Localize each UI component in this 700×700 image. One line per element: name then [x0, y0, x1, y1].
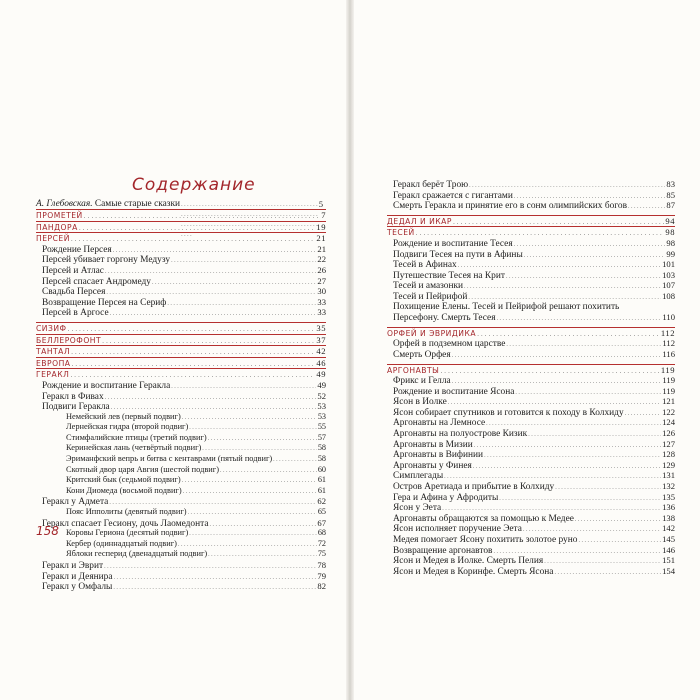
toc-entry — [387, 523, 675, 534]
entry-page: 103 — [662, 269, 675, 280]
entry-title: Орфей в подземном царстве — [393, 339, 506, 350]
entry-title: БЕЛЛЕРОФОНТ — [36, 335, 102, 345]
toc-entry — [36, 528, 326, 539]
entry-title: Скотный двор царя Авгия (шестой подвиг) — [66, 464, 220, 474]
entry-page: 128 — [662, 449, 675, 460]
entry-page: 7 — [321, 210, 326, 220]
entry-page: 61 — [317, 475, 326, 485]
entry-title: Геракл у Омфалы — [42, 582, 113, 593]
entry-page: 52 — [317, 390, 326, 401]
entry-title: ПАНДОРА — [36, 222, 78, 232]
page-number: 158 — [36, 524, 59, 538]
page-title: Содержание — [132, 175, 256, 195]
entry-title: Гера и Афина у Афродиты — [393, 492, 499, 503]
entry-page: 33 — [317, 307, 326, 318]
entry-page: 132 — [662, 481, 675, 492]
entry-page: 127 — [662, 438, 675, 449]
entry-page: 94 — [665, 215, 675, 226]
toc-entry — [387, 481, 675, 492]
entry-page: 122 — [662, 406, 675, 417]
entry-page: 37 — [316, 334, 326, 345]
toc-entry — [36, 507, 326, 518]
toc-entry — [36, 475, 326, 486]
leader-dots — [79, 223, 316, 235]
toc-entry — [36, 539, 326, 550]
toc-section — [36, 368, 326, 380]
entry-page: 108 — [662, 290, 675, 301]
entry-title: Ясон и Медея в Коринфе. Смерть Ясона — [393, 566, 554, 577]
entry-title: Яблоки гесперид (двенадцатый подвиг) — [66, 549, 208, 559]
entry-title: ТАНТАЛ — [36, 347, 71, 357]
toc-entry — [387, 386, 675, 397]
entry-title: Персей убивает горгону Медузу — [42, 255, 171, 266]
toc-entry — [36, 412, 326, 423]
entry-title: Путешествие Тесея на Крит — [393, 270, 505, 281]
toc-entry — [36, 422, 326, 433]
toc-entry — [387, 502, 675, 513]
toc-section — [387, 226, 675, 238]
entry-page: 49 — [316, 369, 326, 380]
entry-title: Возвращение аргонавтов — [393, 545, 493, 556]
toc-entry — [387, 179, 675, 190]
toc-section — [36, 345, 326, 357]
toc-section — [387, 215, 675, 227]
entry-title: Кербер (одиннадцатый подвиг) — [66, 538, 177, 548]
entry-title: ЕВРОПА — [36, 358, 71, 368]
entry-title: ТЕСЕЙ — [387, 228, 415, 238]
toc-section — [36, 322, 326, 334]
entry-title: ПРОМЕТЕЙ — [36, 211, 83, 220]
entry-page: 119 — [662, 385, 675, 396]
leader-dots — [497, 313, 662, 325]
entry-page: 138 — [662, 512, 675, 523]
leader-dots — [452, 350, 662, 362]
entry-title: Аргонавты в Мизии — [393, 439, 473, 450]
toc-entry — [36, 276, 326, 287]
toc-section — [387, 364, 675, 376]
toc-entry — [387, 555, 675, 566]
entry-page: 62 — [317, 496, 326, 507]
entry-page: 42 — [316, 346, 326, 357]
leader-dots — [113, 582, 316, 594]
intro-text: Самые старые сказки — [94, 199, 181, 209]
entry-page: 67 — [317, 517, 326, 528]
entry-page: 136 — [662, 502, 675, 513]
entry-title: Критский бык (седьмой подвиг) — [66, 475, 181, 485]
entry-page: 146 — [662, 544, 675, 555]
entry-title: Кони Диомеда (восьмой подвиг) — [66, 485, 182, 495]
toc-entry — [36, 244, 326, 255]
toc-entry — [387, 280, 675, 291]
entry-title: Аргонавты на Лемносе — [393, 418, 486, 429]
entry-title: Аргонавты у Финея — [393, 460, 472, 471]
entry-page: 49 — [317, 379, 326, 390]
entry-page: 58 — [317, 443, 326, 453]
entry-title: Керинейская лань (четвёртый подвиг) — [66, 443, 202, 453]
entry-title: Стимфалийские птицы (третий подвиг) — [66, 432, 207, 442]
entry-title: Рождение Персея — [42, 244, 112, 255]
book-gutter — [346, 0, 354, 700]
entry-title: Ясон у Эета — [393, 503, 442, 514]
toc-entry — [387, 249, 675, 260]
entry-page: 79 — [317, 570, 326, 581]
entry-title: Смерть Геракла и принятие его в сонм олимпийских богов — [393, 201, 628, 212]
entry-page: 22 — [317, 254, 326, 265]
entry-page: 27 — [317, 275, 326, 286]
toc-entry — [387, 439, 675, 450]
entry-title: Аргонавты обращаются за помощью к Медее — [393, 513, 574, 524]
entry-title: Ясон и Медея в Иолке. Смерть Пелия — [393, 556, 544, 567]
entry-page: 142 — [662, 523, 675, 534]
entry-title: Аргонавты в Вифинии — [393, 450, 484, 461]
entry-page: 112 — [660, 327, 675, 338]
entry-title: Геракл берёт Трою — [393, 180, 469, 190]
entry-page: 154 — [662, 565, 675, 576]
entry-title: Ясон в Иолке — [393, 397, 447, 408]
toc-entry — [387, 200, 675, 211]
entry-title: АРГОНАВТЫ — [387, 365, 440, 375]
toc-entry — [387, 417, 675, 428]
entry-title: Тесей в Афинах — [393, 260, 457, 271]
entry-title: Фрикс и Гелла — [393, 376, 451, 387]
leader-dots — [183, 486, 317, 498]
entry-title: Медея помогает Ясону похитить золотое руно — [393, 535, 578, 545]
entry-title: Смерть Орфея — [393, 349, 451, 360]
toc-section — [387, 327, 675, 339]
entry-title: ОРФЕЙ И ЭВРИДИКА — [387, 328, 477, 338]
entry-title: Лернейская гидра (второй подвиг) — [66, 422, 189, 432]
entry-page: 119 — [662, 375, 675, 386]
entry-title: Рождение и воспитание Тесея — [393, 238, 513, 249]
toc-left-column — [36, 209, 326, 592]
leader-dots — [554, 567, 661, 579]
entry-title: Персефону. Смерть Тесея — [393, 313, 496, 324]
entry-title: СИЗИФ — [36, 323, 67, 333]
entry-title: Рождение и воспитание Геракла — [42, 380, 171, 391]
toc-section — [36, 221, 326, 233]
leader-dots — [71, 359, 315, 371]
intro-author: А. Глебовская. — [36, 199, 93, 209]
entry-page: 65 — [317, 507, 326, 517]
toc-entry — [36, 465, 326, 476]
entry-page: 78 — [317, 560, 326, 570]
toc-entry — [387, 259, 675, 270]
leader-dots — [453, 217, 664, 229]
entry-page: 26 — [317, 264, 326, 275]
toc-entry — [387, 396, 675, 407]
entry-page: 99 — [666, 248, 675, 259]
toc-section — [36, 357, 326, 369]
leader-dots — [102, 336, 315, 348]
entry-title: Ясон исполняет поручение Эета — [393, 524, 522, 535]
entry-title: Немейский лев (первый подвиг) — [66, 411, 181, 421]
toc-entry — [387, 349, 675, 360]
leader-dots — [84, 211, 320, 223]
intro-page: 5 — [318, 199, 323, 209]
entry-title: Остров Аретиада и прибытие в Колхиду — [393, 482, 555, 493]
entry-title: ПЕРСЕЙ — [36, 234, 70, 244]
toc-entry — [387, 513, 675, 524]
entry-page: 101 — [662, 259, 675, 270]
entry-title: Ясон собирает спутников и готовится к походу в Колхиду — [393, 407, 624, 418]
toc-entry — [387, 492, 675, 503]
entry-page: 33 — [317, 296, 326, 307]
toc-entry — [36, 581, 326, 592]
toc-entry — [36, 297, 326, 308]
entry-title: Подвиги Тесея на пути в Афины — [393, 249, 523, 260]
toc-entry — [36, 286, 326, 297]
toc-entry — [387, 460, 675, 471]
entry-page: 121 — [662, 396, 675, 407]
entry-title: Коровы Гериона (десятый подвиг) — [66, 528, 189, 538]
toc-entry — [36, 307, 326, 318]
entry-page: 21 — [317, 243, 326, 254]
entry-title: Персей и Атлас — [42, 265, 104, 276]
entry-page: 116 — [662, 348, 675, 359]
entry-page: 151 — [662, 555, 675, 566]
entry-page: 82 — [317, 581, 326, 592]
entry-page: 87 — [666, 200, 675, 211]
leader-dots — [188, 507, 317, 519]
entry-title: Геракл спасает Гесиону, дочь Лаомедонта — [42, 518, 209, 529]
toc-entry — [36, 433, 326, 444]
entry-page: 126 — [662, 428, 675, 439]
entry-title: Рождение и воспитание Ясона — [393, 386, 515, 397]
toc-entry — [36, 254, 326, 265]
entry-page: 53 — [317, 411, 326, 421]
toc-entry — [36, 443, 326, 454]
entry-page: 57 — [317, 432, 326, 442]
toc-right-column — [387, 179, 675, 576]
toc-entry — [387, 238, 675, 249]
toc-entry — [387, 534, 675, 545]
entry-page: 30 — [317, 286, 326, 297]
entry-title: Возвращение Персея на Сериф — [42, 297, 167, 308]
toc-entry — [387, 566, 675, 577]
entry-page: 53 — [317, 401, 326, 412]
entry-page: 110 — [662, 312, 675, 323]
entry-page: 83 — [666, 179, 675, 189]
leader-dots — [208, 549, 317, 561]
toc-entry — [387, 270, 675, 281]
entry-page: 129 — [662, 459, 675, 470]
entry-title: Геракл у Адмета — [42, 497, 109, 508]
toc-entry — [36, 496, 326, 507]
entry-title: Геракл сражается с гигантами — [393, 190, 513, 201]
entry-page: 131 — [662, 470, 675, 481]
leader-dots — [68, 324, 316, 336]
entry-page: 75 — [317, 549, 326, 559]
toc-entry — [36, 486, 326, 497]
toc-section — [36, 334, 326, 346]
toc-entry — [387, 470, 675, 481]
entry-title: Аргонавты на полуострове Кизик — [393, 429, 528, 440]
toc-entry — [36, 571, 326, 582]
leader-dots — [71, 347, 315, 359]
entry-title: Свадьба Персея — [42, 287, 106, 298]
toc-section — [36, 232, 326, 244]
toc-entry — [387, 375, 675, 386]
entry-page: 46 — [316, 357, 326, 368]
toc-entry — [36, 549, 326, 560]
toc-entry — [387, 338, 675, 349]
entry-title: ГЕРАКЛ — [36, 370, 70, 380]
entry-title: Подвиги Геракла — [42, 402, 110, 413]
entry-page: 60 — [317, 464, 326, 474]
toc-entry — [387, 190, 675, 201]
toc-entry — [36, 265, 326, 276]
entry-page: 85 — [666, 189, 675, 200]
entry-page: 21 — [316, 233, 326, 244]
entry-title: Тесей и амазонки — [393, 281, 464, 292]
entry-page: 55 — [317, 422, 326, 432]
entry-page: 19 — [316, 221, 326, 232]
entry-page: 112 — [662, 338, 675, 349]
toc-entry — [36, 391, 326, 402]
entry-page: 61 — [317, 485, 326, 495]
entry-page: 119 — [660, 364, 675, 375]
entry-page: 68 — [317, 528, 326, 538]
entry-title: Пояс Ипполиты (девятый подвиг) — [66, 507, 187, 517]
entry-title: Геракл и Эврит — [42, 561, 104, 571]
toc-entry — [387, 428, 675, 439]
entry-page: 98 — [665, 227, 675, 238]
entry-page: 72 — [317, 538, 326, 548]
toc-entry — [36, 380, 326, 391]
entry-page: 35 — [316, 322, 326, 333]
toc-entry — [36, 454, 326, 465]
entry-title: Геракл и Деянира — [42, 571, 113, 582]
leader-dots — [628, 201, 665, 213]
toc-entry — [387, 291, 675, 302]
toc-entry — [387, 312, 675, 323]
entry-page: 135 — [662, 491, 675, 502]
entry-title: Похищение Елены. Тесей и Пейрифой решают похитить — [393, 301, 620, 312]
toc-section — [36, 209, 326, 221]
toc-entry — [387, 545, 675, 556]
entry-page: 98 — [666, 237, 675, 248]
entry-page: 107 — [662, 280, 675, 291]
entry-title: Персей спасает Андромеду — [42, 276, 151, 287]
entry-page: 58 — [317, 454, 326, 464]
toc-entry — [36, 560, 326, 571]
toc-entry — [36, 401, 326, 412]
entry-title: Эриманфский вепрь и битва с кентаврами (пятый подвиг) — [66, 454, 273, 464]
toc-entry — [387, 449, 675, 460]
leader-dots — [110, 308, 317, 320]
toc-entry — [36, 518, 326, 529]
entry-page: 124 — [662, 417, 675, 428]
entry-title: ДЕДАЛ И ИКАР — [387, 216, 452, 226]
entry-page: 145 — [662, 534, 675, 544]
entry-title: Тесей и Пейрифой — [393, 291, 468, 302]
toc-entry — [387, 407, 675, 418]
entry-title: Персей в Аргосе — [42, 308, 109, 319]
entry-title: Геракл в Фивах — [42, 391, 104, 402]
entry-title: Симплегады — [393, 471, 444, 482]
